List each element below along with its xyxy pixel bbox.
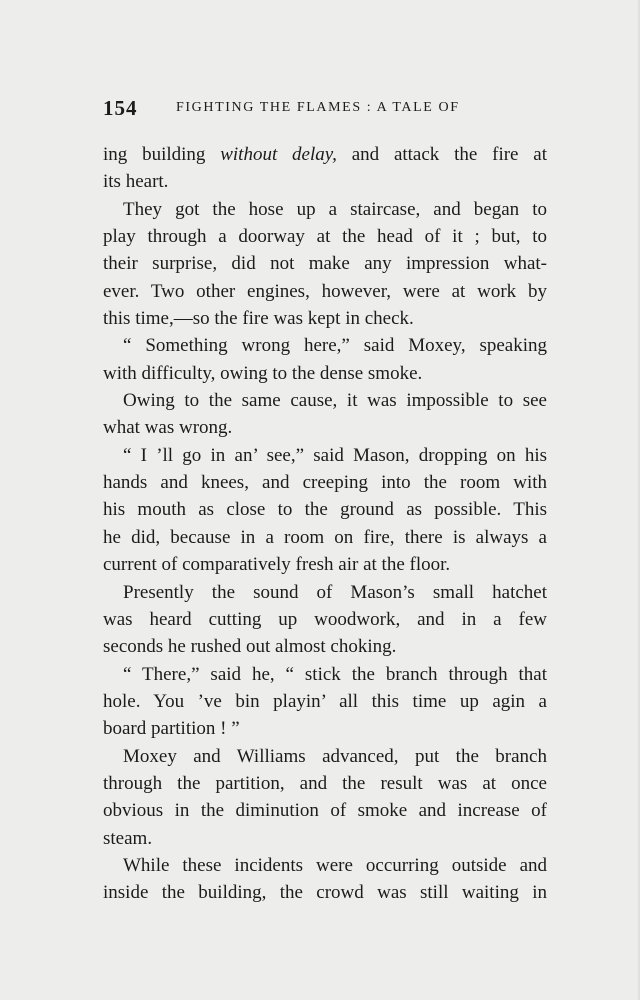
text-line: this time,—so the fire was kept in check. [103,308,414,330]
text-line: “ There,” said he, “ stick the branch through that [123,663,547,685]
text-line: While these incidents were occurring outside and [123,854,547,876]
text-line: hole. You ’ve bin playin’ all this time up agin a [103,690,547,712]
text-line [103,141,547,168]
text-line: “ Something wrong here,” said Moxey, speaking [123,335,547,357]
text-line: Moxey and Williams advanced, put the branch [123,745,547,767]
text-line: his mouth as close to the ground as possible. This [103,499,547,521]
text-line: what was wrong. [103,417,233,439]
text-line: steam. [103,827,153,849]
body-text [103,141,547,907]
text-line: its heart. [103,171,169,193]
text-line: through the partition, and the result was at once [103,772,547,794]
text-line: hands and knees, and creeping into the room with [103,472,547,494]
text-line: seconds he rushed out almost choking. [103,636,397,658]
running-head [103,96,523,126]
text-line: board partition ! ” [103,718,240,740]
text-line: Presently the sound of Mason’s small hatchet [123,581,547,603]
text-line: obvious in the diminution of smoke and increase of [103,800,547,822]
text-line: play through a doorway at the head of it ; but, to [103,226,547,248]
text-line: was heard cutting up woodwork, and in a few [103,608,547,630]
page-number: 154 [103,96,138,120]
text-line: current of comparatively fresh air at the floor. [103,554,451,576]
text-line: “ I ’ll go in an’ see,” said Mason, dropping on his [123,444,547,466]
text-segment: and attack the fire at [336,144,547,165]
text-line: Owing to the same cause, it was impossible to see [123,390,547,412]
running-title: FIGHTING THE FLAMES : A TALE OF [176,100,460,115]
text-segment: ing building [103,144,221,165]
emphasized-text: without delay, [220,144,337,165]
text-line: their surprise, did not make any impression what- [103,253,547,275]
text-line: They got the hose up a staircase, and began to [123,198,547,220]
text-line: with difficulty, owing to the dense smoke. [103,362,423,384]
text-line: he did, because in a room on fire, there is always a [103,526,547,548]
text-line: inside the building, the crowd was still waiting in [103,882,547,904]
text-line: ever. Two other engines, however, were at work by [103,280,547,302]
